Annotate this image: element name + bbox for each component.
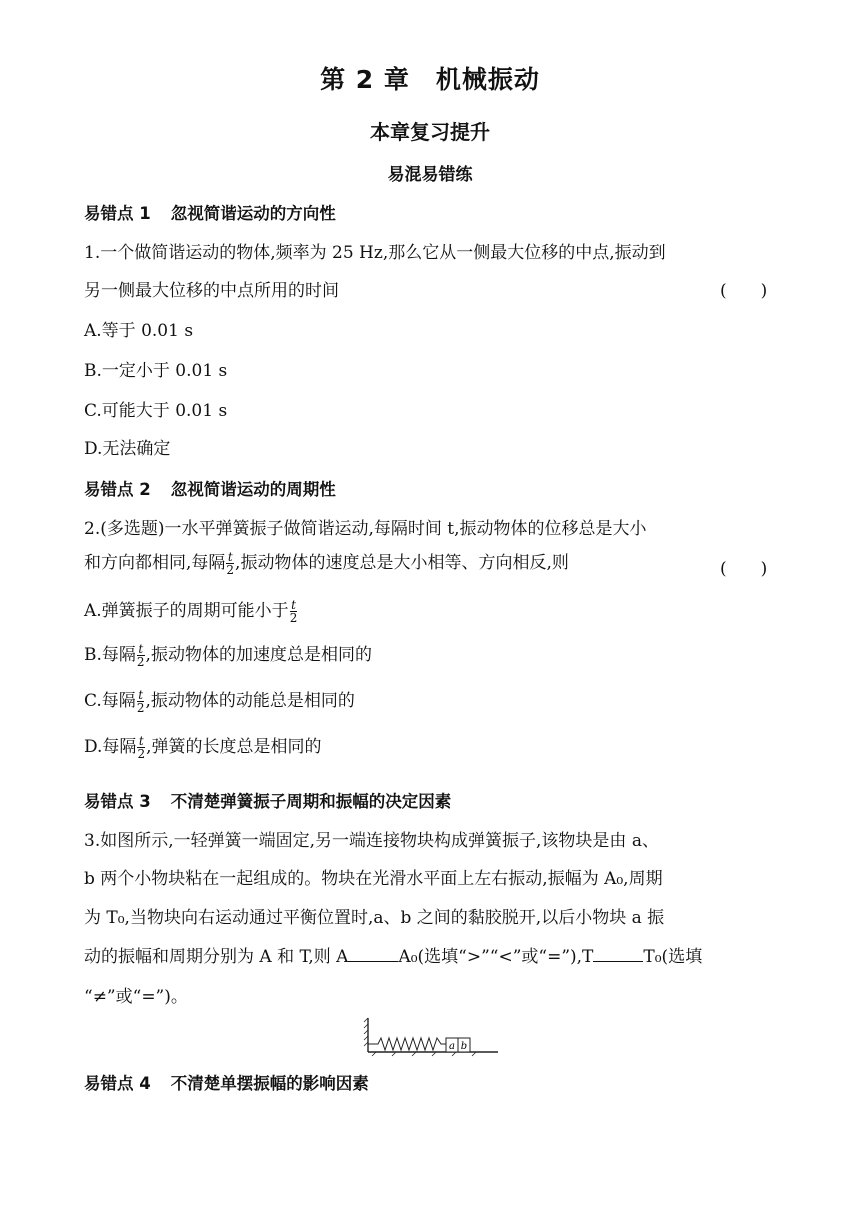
- wall: [364, 1018, 368, 1052]
- spring: [368, 1038, 446, 1050]
- chapter-subtitle: 本章复习提升: [370, 120, 490, 144]
- question-3-line-4: 动的振幅和周期分别为 A 和 T,则 A A₀(选填“>”“<”或“=”),T T₀(选填: [84, 947, 703, 967]
- error-point-label: 易错点 1: [84, 204, 151, 223]
- error-point-label: 易错点 3: [84, 792, 151, 811]
- block-b-label: b: [460, 1041, 468, 1052]
- question-3-line-3: 为 T₀,当物块向右运动通过平衡位置时,a、b 之间的黏胶脱开,以后小物块 a 振: [84, 908, 665, 928]
- block-a-label: a: [449, 1041, 455, 1052]
- question-3-line-1: 3.如图所示,一轻弹簧一端固定,另一端连接物块构成弹簧振子,该物块是由 a、: [84, 831, 659, 851]
- option-b: B.一定小于 0.01 s: [84, 361, 228, 381]
- option-a: A.弹簧振子的周期可能小于 $\frac{t}{2}$: [84, 598, 298, 625]
- question-2-line-1: 2.(多选题)一水平弹簧振子做简谐运动,每隔时间 t,振动物体的位移总是大小: [84, 519, 647, 539]
- option-c: C.每隔 $\frac{t}{2}$ ,振动物体的动能总是相同的: [84, 688, 355, 715]
- option-c: C.可能大于 0.01 s: [84, 401, 228, 421]
- section-title: 易混易错练: [387, 165, 473, 185]
- error-point-topic: 不清楚弹簧振子周期和振幅的决定因素: [170, 792, 452, 811]
- error-point-4-heading: [84, 1070, 369, 1094]
- error-point-topic: 不清楚单摆振幅的影响因素: [170, 1074, 369, 1093]
- option-d: D.每隔 $\frac{t}{2}$ ,弹簧的长度总是相同的: [84, 734, 322, 761]
- fraction-t-over-2: $\frac{t}{2}$: [289, 598, 298, 625]
- option-d: D.无法确定: [84, 439, 171, 459]
- spring-oscillator-figure: [362, 1016, 502, 1058]
- fraction-t-over-2: $\frac{t}{2}$: [136, 688, 145, 715]
- error-point-topic: 忽视简谐运动的方向性: [170, 204, 336, 223]
- option-b: B.每隔 $\frac{t}{2}$ ,振动物体的加速度总是相同的: [84, 642, 372, 669]
- chapter-title: 第 2 章 机械振动: [320, 65, 540, 94]
- question-2-line-2: 和方向都相同,每隔 $\frac{t}{2}$ ,振动物体的速度总是大小相等、方向相反,则: [84, 550, 569, 577]
- question-3-line-2: b 两个小物块粘在一起组成的。物块在光滑水平面上左右振动,振幅为 A₀,周期: [84, 869, 663, 889]
- error-point-2-heading: [84, 476, 336, 500]
- answer-blank-2[interactable]: [593, 947, 643, 962]
- error-point-label: 易错点 4: [84, 1074, 151, 1093]
- answer-parentheses: ( ): [720, 559, 768, 579]
- error-point-label: 易错点 2: [84, 480, 151, 499]
- fraction-t-over-2: $\frac{t}{2}$: [137, 734, 146, 761]
- question-1-line-2: 另一侧最大位移的中点所用的时间: [84, 281, 339, 301]
- error-point-3-heading: [84, 788, 451, 812]
- fraction-t-over-2: $\frac{t}{2}$: [136, 642, 145, 669]
- floor: [368, 1052, 498, 1056]
- option-a: A.等于 0.01 s: [84, 321, 194, 341]
- question-3-line-5: “≠”或“=”)。: [84, 987, 188, 1007]
- fraction-t-over-2: $\frac{t}{2}$: [226, 550, 235, 577]
- error-point-topic: 忽视简谐运动的周期性: [170, 480, 336, 499]
- question-1-line-1: 1.一个做简谐运动的物体,频率为 25 Hz,那么它从一侧最大位移的中点,振动到: [84, 243, 666, 263]
- error-point-1-heading: [84, 200, 336, 224]
- answer-blank-1[interactable]: [348, 947, 398, 962]
- answer-parentheses: ( ): [720, 281, 768, 301]
